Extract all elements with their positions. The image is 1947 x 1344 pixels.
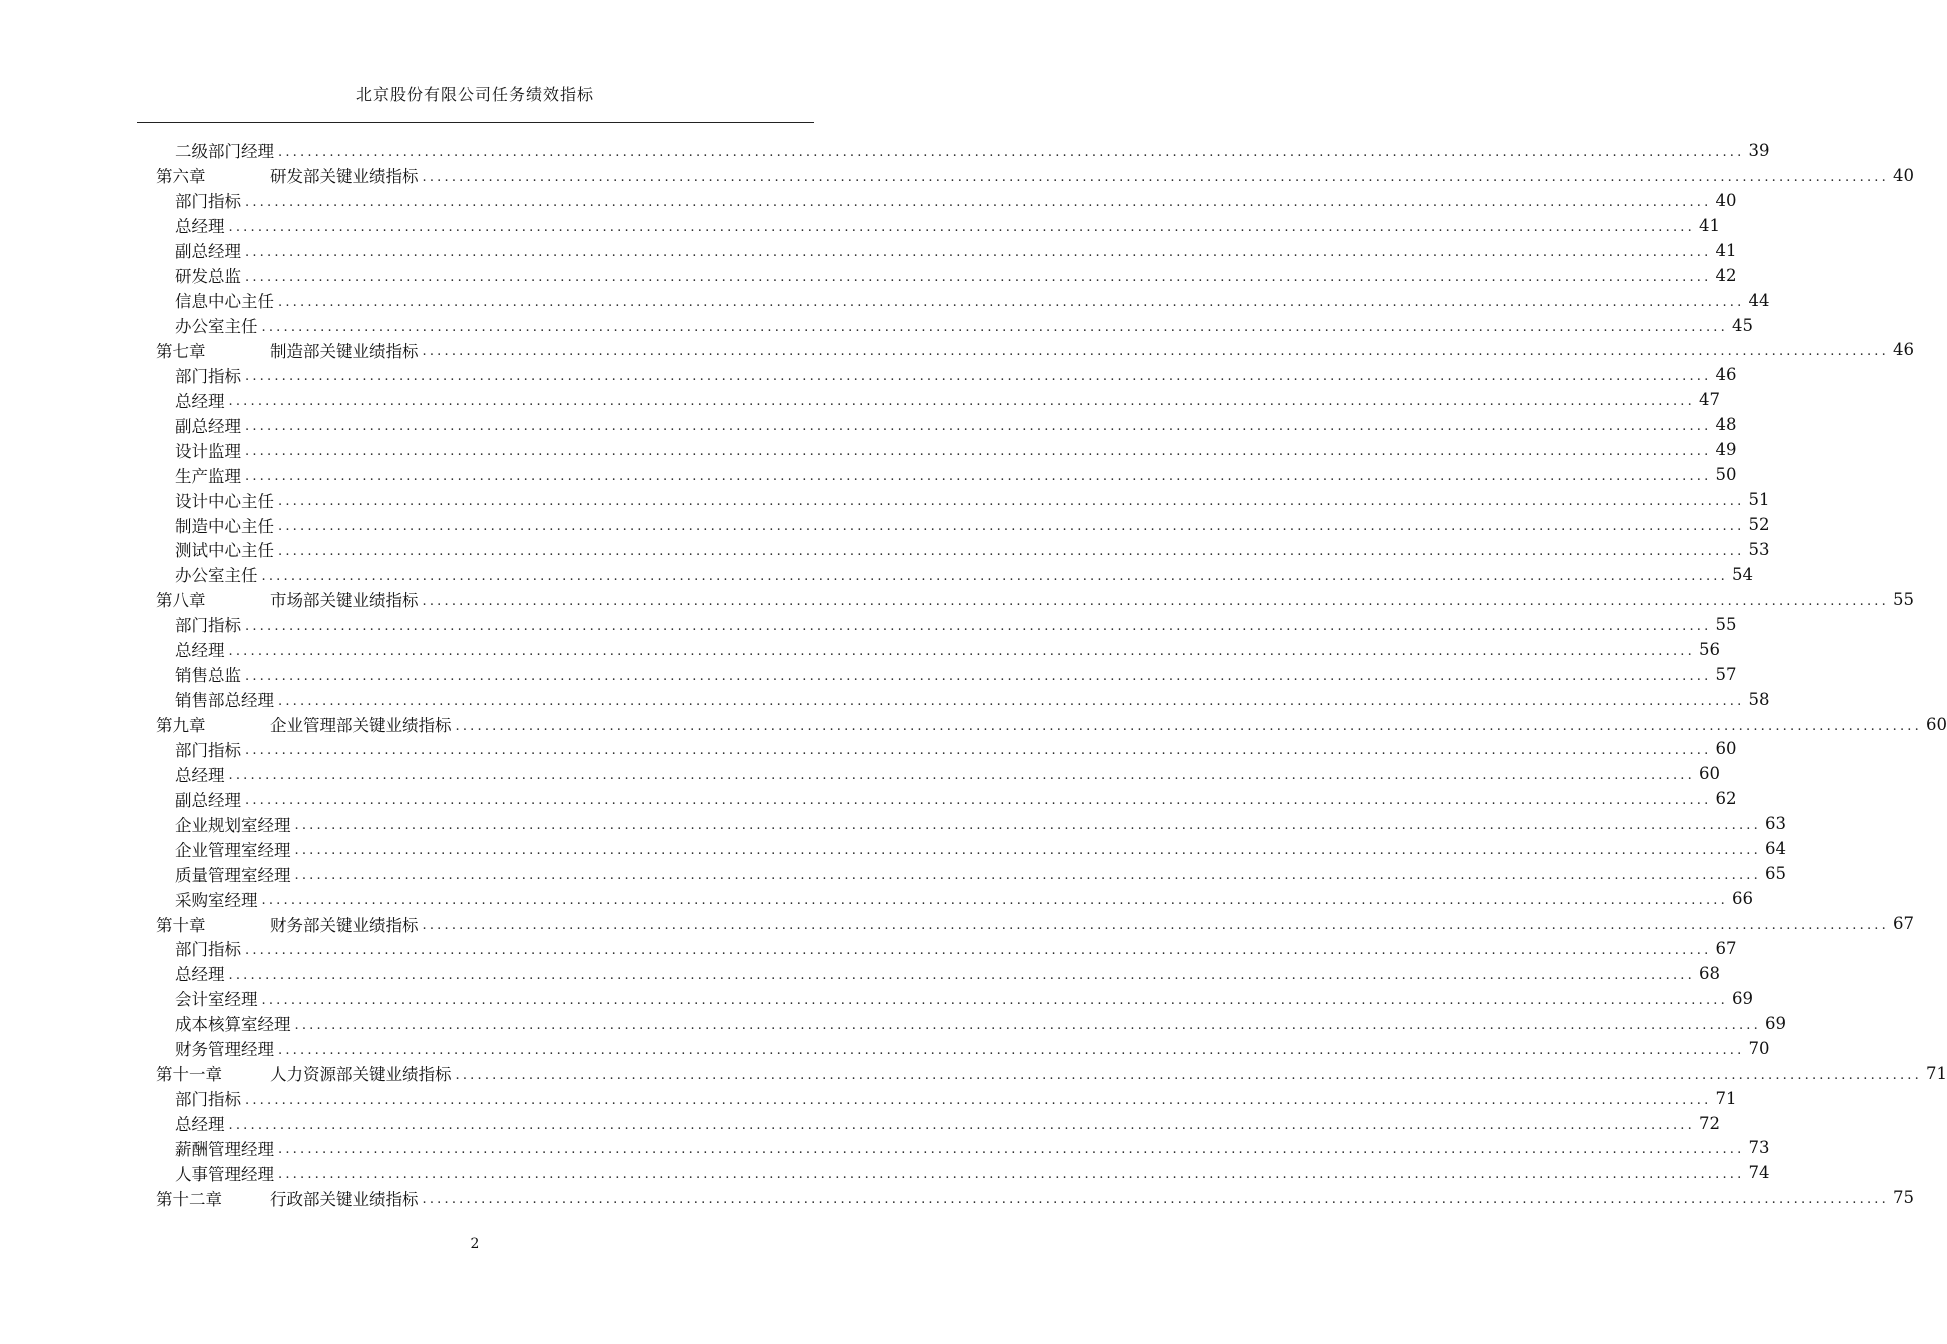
- dot-leader: ........................................................................................................................................................................................................: [278, 144, 1745, 160]
- header-divider: [137, 122, 814, 123]
- toc-entry-label: 部门指标: [175, 192, 241, 212]
- toc-entry-label: 质量管理室经理: [175, 865, 291, 885]
- dot-leader: ........................................................................................................................................................................................................: [228, 643, 1695, 659]
- toc-page-number: 68: [1698, 963, 1720, 983]
- dot-leader: ........................................................................................................................................................................................................: [228, 1117, 1695, 1133]
- dot-leader: ........................................................................................................................................................................................................: [245, 743, 1712, 759]
- toc-page-number: 41: [1698, 215, 1720, 235]
- toc-entry-title: [156, 912, 419, 936]
- toc-entry-label: 总经理: [175, 965, 225, 985]
- toc-page-number: 69: [1764, 1013, 1786, 1033]
- toc-entry[interactable]: [156, 263, 1737, 288]
- dot-leader: ........................................................................................................................................................................................................: [278, 494, 1745, 510]
- toc-entry-title: [156, 662, 241, 686]
- toc-entry-label: 部门指标: [175, 940, 241, 960]
- toc-page-number: 62: [1715, 789, 1737, 809]
- toc-entry[interactable]: [156, 213, 1720, 238]
- dot-leader: ........................................................................................................................................................................................................: [245, 942, 1712, 958]
- dot-leader: ........................................................................................................................................................................................................: [228, 394, 1695, 410]
- toc-entry-title: [156, 288, 274, 312]
- toc-chapter-number: 第十章: [156, 915, 206, 935]
- dot-leader: ........................................................................................................................................................................................................: [245, 668, 1712, 684]
- toc-entry-title: [156, 986, 258, 1010]
- dot-leader: ........................................................................................................................................................................................................: [455, 718, 1922, 734]
- toc-entry[interactable]: [156, 886, 1753, 911]
- toc-entry-label: 销售部总经理: [175, 691, 274, 711]
- dot-leader: ........................................................................................................................................................................................................: [245, 269, 1712, 285]
- dot-leader: ........................................................................................................................................................................................................: [294, 1017, 1761, 1033]
- toc-entry-label: 设计监理: [175, 441, 241, 461]
- dot-leader: ........................................................................................................................................................................................................: [278, 1142, 1745, 1158]
- toc-page-number: 56: [1698, 639, 1720, 659]
- toc-entry[interactable]: [156, 512, 1770, 537]
- dot-leader: ........................................................................................................................................................................................................: [278, 1042, 1745, 1058]
- toc-page-number: 75: [1892, 1188, 1914, 1208]
- toc-entry-label: 信息中心主任: [175, 292, 274, 312]
- dot-leader: ........................................................................................................................................................................................................: [422, 169, 1889, 185]
- toc-entry-label: 总经理: [175, 217, 225, 237]
- toc-entry-title: [156, 737, 241, 761]
- toc-entry[interactable]: [156, 637, 1720, 662]
- dot-leader: ........................................................................................................................................................................................................: [261, 568, 1728, 584]
- toc-page-number: 73: [1748, 1138, 1770, 1158]
- toc-entry-label: 办公室主任: [175, 317, 258, 337]
- toc-entry[interactable]: [156, 961, 1720, 986]
- toc-entry-label: 研发总监: [175, 267, 241, 287]
- toc-page-number: 60: [1925, 714, 1947, 734]
- toc-entry-title: [156, 1186, 419, 1210]
- toc-page-number: 65: [1764, 864, 1786, 884]
- toc-page-number: 40: [1892, 165, 1914, 185]
- toc-page-number: 66: [1731, 889, 1753, 909]
- toc-entry-title: [156, 612, 241, 636]
- toc-chapter-entry[interactable]: [156, 338, 1914, 363]
- toc-entry-label: 办公室主任: [175, 566, 258, 586]
- toc-entry-label: 成本核算室经理: [175, 1015, 291, 1035]
- toc-entry-label: 副总经理: [175, 416, 241, 436]
- toc-entry-label: 财务部关键业绩指标: [270, 915, 419, 935]
- toc-entry-label: 生产监理: [175, 466, 241, 486]
- toc-entry-label: 人事管理经理: [175, 1164, 274, 1184]
- toc-entry-label: 副总经理: [175, 242, 241, 262]
- toc-entry-label: 人力资源部关键业绩指标: [270, 1065, 452, 1085]
- toc-entry[interactable]: [156, 387, 1720, 412]
- toc-entry-title: [156, 812, 291, 836]
- toc-entry[interactable]: [156, 412, 1737, 437]
- toc-page-number: 60: [1698, 764, 1720, 784]
- toc-entry-title: [156, 238, 241, 262]
- toc-entry-title: [156, 388, 225, 412]
- toc-page-number: 60: [1715, 739, 1737, 759]
- toc-entry[interactable]: [156, 936, 1737, 961]
- toc-chapter-entry[interactable]: [156, 1061, 1947, 1086]
- toc-entry-label: 企业管理部关键业绩指标: [270, 716, 452, 736]
- dot-leader: ........................................................................................................................................................................................................: [245, 444, 1712, 460]
- toc-entry-title: [156, 936, 241, 960]
- toc-entry-title: [156, 537, 274, 561]
- toc-page-number: 70: [1748, 1038, 1770, 1058]
- toc-chapter-number: 第十一章: [156, 1065, 222, 1085]
- toc-entry-label: 总经理: [175, 765, 225, 785]
- toc-chapter-entry[interactable]: [156, 1185, 1914, 1210]
- toc-chapter-entry[interactable]: [156, 587, 1914, 612]
- dot-leader: ........................................................................................................................................................................................................: [245, 369, 1712, 385]
- toc-entry-title: [156, 263, 241, 287]
- toc-page-number: 46: [1892, 340, 1914, 360]
- toc-entry[interactable]: [156, 1136, 1770, 1161]
- toc-entry-label: 部门指标: [175, 616, 241, 636]
- toc-entry-title: [156, 837, 291, 861]
- toc-chapter-entry[interactable]: [156, 911, 1914, 936]
- toc-page-number: 47: [1698, 390, 1720, 410]
- dot-leader: ........................................................................................................................................................................................................: [261, 992, 1728, 1008]
- toc-page-number: 53: [1748, 539, 1770, 559]
- toc-entry[interactable]: [156, 562, 1753, 587]
- toc-entry[interactable]: [156, 986, 1753, 1011]
- toc-entry-title: [156, 1086, 241, 1110]
- toc-page-number: 74: [1748, 1163, 1770, 1183]
- toc-entry[interactable]: [156, 1036, 1770, 1061]
- toc-entry-title: [156, 363, 241, 387]
- toc-entry[interactable]: [156, 1111, 1720, 1136]
- dot-leader: ........................................................................................................................................................................................................: [422, 344, 1889, 360]
- toc-entry-title: [156, 1136, 274, 1160]
- toc-entry-title: [156, 1036, 274, 1060]
- toc-page-number: 55: [1892, 589, 1914, 609]
- toc-entry-label: 二级部门经理: [175, 142, 274, 162]
- toc-entry[interactable]: [156, 836, 1786, 861]
- toc-entry-title: [156, 687, 274, 711]
- toc-entry-title: [156, 862, 291, 886]
- toc-entry[interactable]: [156, 537, 1770, 562]
- toc-entry-label: 采购室经理: [175, 890, 258, 910]
- toc-entry-label: 部门指标: [175, 366, 241, 386]
- toc-page-number: 45: [1731, 315, 1753, 335]
- dot-leader: ........................................................................................................................................................................................................: [228, 967, 1695, 983]
- toc-entry-title: [156, 762, 225, 786]
- toc-entry-title: [156, 1011, 291, 1035]
- toc-entry[interactable]: [156, 362, 1737, 387]
- toc-page-number: 52: [1748, 515, 1770, 535]
- toc-page-number: 48: [1715, 415, 1737, 435]
- toc-entry-title: [156, 1111, 225, 1135]
- toc-entry-label: 财务管理经理: [175, 1040, 274, 1060]
- toc-entry-title: [156, 313, 258, 337]
- toc-entry-label: 制造部关键业绩指标: [270, 341, 419, 361]
- toc-entry[interactable]: [156, 313, 1753, 338]
- toc-chapter-number: 第八章: [156, 591, 206, 611]
- toc-entry[interactable]: [156, 238, 1737, 263]
- dot-leader: ........................................................................................................................................................................................................: [278, 294, 1745, 310]
- toc-entry[interactable]: [156, 462, 1737, 487]
- toc-page-number: 54: [1731, 564, 1753, 584]
- toc-entry-title: [156, 413, 241, 437]
- toc-entry[interactable]: [156, 687, 1770, 712]
- dot-leader: ........................................................................................................................................................................................................: [245, 244, 1712, 260]
- toc-entry-title: [156, 712, 452, 736]
- toc-entry-label: 研发部关键业绩指标: [270, 167, 419, 187]
- toc-page-number: 42: [1715, 265, 1737, 285]
- toc-entry-label: 制造中心主任: [175, 516, 274, 536]
- dot-leader: ........................................................................................................................................................................................................: [294, 843, 1761, 859]
- toc-page-number: 49: [1715, 440, 1737, 460]
- dot-leader: ........................................................................................................................................................................................................: [278, 1167, 1745, 1183]
- dot-leader: ........................................................................................................................................................................................................: [294, 818, 1761, 834]
- dot-leader: ........................................................................................................................................................................................................: [261, 319, 1728, 335]
- toc-page-number: 67: [1715, 938, 1737, 958]
- toc-entry[interactable]: [156, 1011, 1786, 1036]
- toc-entry-label: 部门指标: [175, 1090, 241, 1110]
- toc-entry-title: [156, 887, 258, 911]
- dot-leader: ........................................................................................................................................................................................................: [278, 543, 1745, 559]
- toc-entry-label: 总经理: [175, 391, 225, 411]
- toc-page-number: 39: [1748, 140, 1770, 160]
- toc-entry-label: 企业规划室经理: [175, 815, 291, 835]
- table-of-contents: [156, 138, 1947, 1210]
- dot-leader: ........................................................................................................................................................................................................: [422, 918, 1889, 934]
- toc-page-number: 71: [1715, 1088, 1737, 1108]
- toc-entry-title: [156, 587, 419, 611]
- toc-entry-title: [156, 513, 274, 537]
- toc-entry[interactable]: [156, 188, 1737, 213]
- dot-leader: ........................................................................................................................................................................................................: [422, 593, 1889, 609]
- toc-entry-label: 总经理: [175, 641, 225, 661]
- toc-entry-label: 市场部关键业绩指标: [270, 591, 419, 611]
- dot-leader: ........................................................................................................................................................................................................: [261, 893, 1728, 909]
- toc-entry-title: [156, 1061, 452, 1085]
- toc-entry[interactable]: [156, 761, 1720, 786]
- toc-chapter-number: 第七章: [156, 341, 206, 361]
- toc-chapter-entry[interactable]: [156, 163, 1914, 188]
- toc-page-number: 71: [1925, 1063, 1947, 1083]
- toc-page-number: 69: [1731, 988, 1753, 1008]
- toc-page-number: 55: [1715, 614, 1737, 634]
- dot-leader: ........................................................................................................................................................................................................: [245, 1092, 1712, 1108]
- dot-leader: ........................................................................................................................................................................................................: [245, 194, 1712, 210]
- toc-entry[interactable]: [156, 1086, 1737, 1111]
- toc-entry-label: 薪酬管理经理: [175, 1139, 274, 1159]
- dot-leader: ........................................................................................................................................................................................................: [228, 219, 1695, 235]
- toc-entry-label: 销售总监: [175, 666, 241, 686]
- dot-leader: ........................................................................................................................................................................................................: [245, 419, 1712, 435]
- toc-entry-label: 行政部关键业绩指标: [270, 1189, 419, 1209]
- toc-page-number: 72: [1698, 1113, 1720, 1133]
- dot-leader: ........................................................................................................................................................................................................: [245, 793, 1712, 809]
- toc-entry-label: 总经理: [175, 1115, 225, 1135]
- toc-entry[interactable]: [156, 861, 1786, 886]
- toc-entry-label: 测试中心主任: [175, 541, 274, 561]
- toc-entry[interactable]: [156, 288, 1770, 313]
- toc-page-number: 63: [1764, 814, 1786, 834]
- toc-page-number: 57: [1715, 664, 1737, 684]
- toc-entry-title: [156, 213, 225, 237]
- dot-leader: ........................................................................................................................................................................................................: [228, 768, 1695, 784]
- toc-entry[interactable]: [156, 786, 1737, 811]
- toc-page-number: 40: [1715, 190, 1737, 210]
- dot-leader: ........................................................................................................................................................................................................: [278, 519, 1745, 535]
- toc-entry-title: [156, 1161, 274, 1185]
- toc-entry-title: [156, 138, 274, 162]
- dot-leader: ........................................................................................................................................................................................................: [455, 1067, 1922, 1083]
- toc-entry[interactable]: [156, 737, 1737, 762]
- toc-page-number: 64: [1764, 839, 1786, 859]
- toc-entry-title: [156, 961, 225, 985]
- toc-chapter-number: 第六章: [156, 167, 206, 187]
- toc-page-number: 50: [1715, 465, 1737, 485]
- dot-leader: ........................................................................................................................................................................................................: [245, 618, 1712, 634]
- dot-leader: ........................................................................................................................................................................................................: [245, 469, 1712, 485]
- page-number: 2: [470, 1236, 480, 1252]
- toc-entry-label: 副总经理: [175, 790, 241, 810]
- toc-entry-title: [156, 787, 241, 811]
- page-header-title: 北京股份有限公司任务绩效指标: [355, 85, 594, 104]
- toc-page-number: 58: [1748, 689, 1770, 709]
- toc-entry-label: 部门指标: [175, 740, 241, 760]
- toc-entry-title: [156, 438, 241, 462]
- toc-entry-title: [156, 188, 241, 212]
- toc-entry[interactable]: [156, 1160, 1770, 1185]
- toc-entry-label: 会计室经理: [175, 990, 258, 1010]
- dot-leader: ........................................................................................................................................................................................................: [422, 1192, 1889, 1208]
- toc-entry-title: [156, 562, 258, 586]
- toc-entry[interactable]: [156, 662, 1737, 687]
- toc-page-number: 67: [1892, 914, 1914, 934]
- toc-entry[interactable]: [156, 811, 1786, 836]
- dot-leader: ........................................................................................................................................................................................................: [294, 868, 1761, 884]
- toc-chapter-number: 第九章: [156, 716, 206, 736]
- toc-entry-title: [156, 637, 225, 661]
- toc-chapter-number: 第十二章: [156, 1189, 222, 1209]
- toc-page-number: 41: [1715, 240, 1737, 260]
- toc-entry-label: 企业管理室经理: [175, 840, 291, 860]
- toc-page-number: 44: [1748, 290, 1770, 310]
- toc-entry[interactable]: [156, 612, 1737, 637]
- toc-entry[interactable]: [156, 487, 1770, 512]
- toc-entry-title: [156, 488, 274, 512]
- dot-leader: ........................................................................................................................................................................................................: [278, 693, 1745, 709]
- toc-entry-title: [156, 163, 419, 187]
- toc-entry-title: [156, 463, 241, 487]
- toc-entry[interactable]: [156, 437, 1737, 462]
- toc-chapter-entry[interactable]: [156, 712, 1947, 737]
- toc-entry-label: 设计中心主任: [175, 491, 274, 511]
- toc-page-number: 51: [1748, 490, 1770, 510]
- toc-entry[interactable]: [156, 138, 1770, 163]
- toc-page-number: 46: [1715, 365, 1737, 385]
- toc-entry-title: [156, 338, 419, 362]
